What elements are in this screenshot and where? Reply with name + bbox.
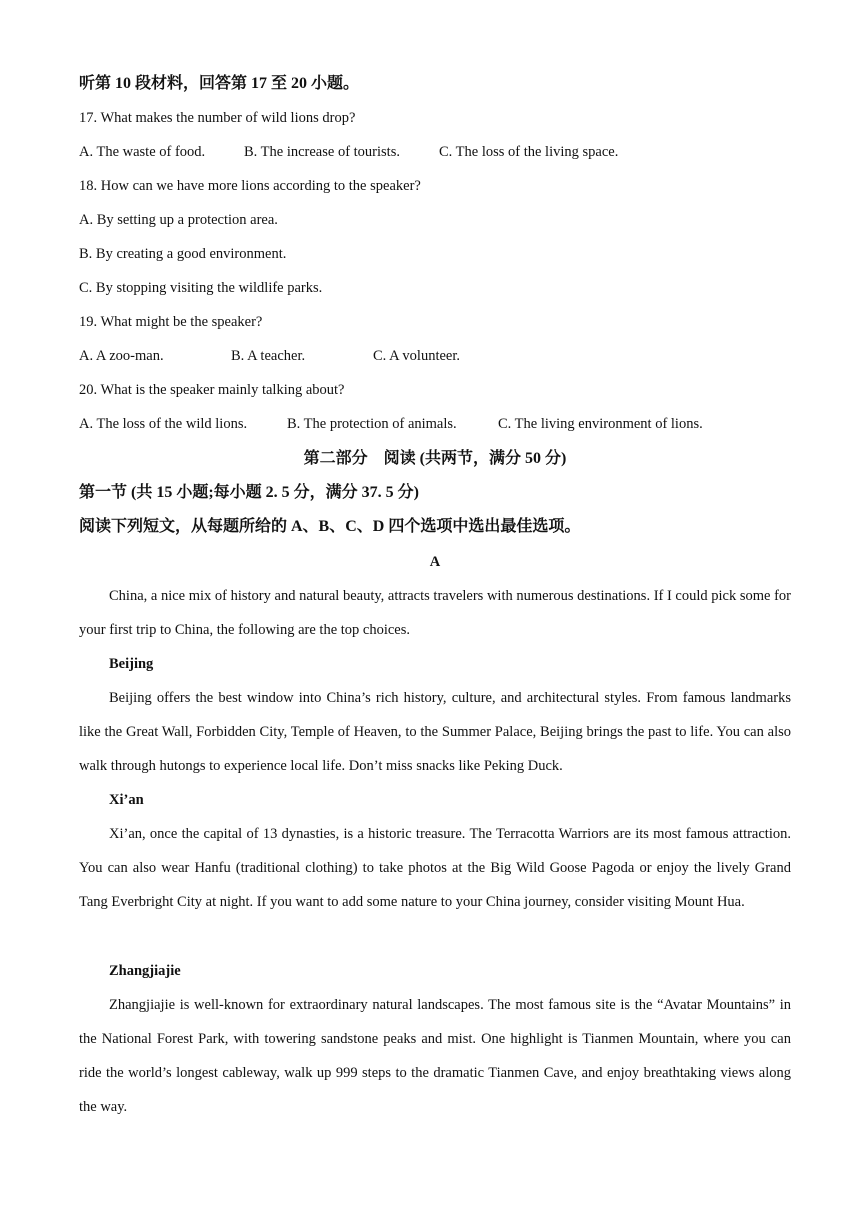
question-17-option-c: C. The loss of the living space.: [439, 144, 619, 160]
question-19-option-c: C. A volunteer.: [373, 348, 460, 364]
reading-part-title: 第二部分 阅读 (共两节，满分 50 分): [303, 450, 567, 467]
place-paragraph-beijing: [79, 681, 791, 783]
question-20-stem: 20. What is the speaker mainly talking about?: [79, 382, 345, 398]
question-18-stem: 18. How can we have more lions according to the speaker?: [79, 178, 421, 194]
place-text-beijing: Beijing offers the best window into China’s rich history, culture, and architectural styles. From famous landmarks like the Great Wall, Forbidden City, Temple of Heaven, to the Summer Palace, Beijing brings the past to life. You can also walk through hutongs to experience local life. Don’t miss snacks like Peking Duck.: [79, 690, 791, 774]
question-19-option-b: B. A teacher.: [231, 348, 306, 364]
question-20-option-a: A. The loss of the wild lions.: [79, 416, 248, 432]
question-17-option-a: A. The waste of food.: [79, 144, 206, 160]
passage-intro: [79, 579, 791, 647]
passage-intro-text: China, a nice mix of history and natural beauty, attracts travelers with numerous destinations. If I could pick some for your first trip to China, the following are the top choices.: [79, 588, 791, 638]
passage-label: A: [429, 554, 441, 570]
question-17-stem: 17. What makes the number of wild lions drop?: [79, 110, 356, 126]
question-17-option-b: B. The increase of tourists.: [244, 144, 400, 160]
place-paragraph-xian: [79, 817, 791, 919]
question-19-option-a: A. A zoo-man.: [79, 348, 164, 364]
reading-instruction: 阅读下列短文，从每题所给的 A、B、C、D 四个选项中选出最佳选项。: [79, 518, 581, 535]
question-18-option-a: A. By setting up a protection area.: [79, 212, 278, 228]
question-18-option-b: B. By creating a good environment.: [79, 246, 287, 262]
place-heading-beijing: Beijing: [109, 656, 154, 672]
question-19-stem: 19. What might be the speaker?: [79, 314, 263, 330]
question-18-option-c: C. By stopping visiting the wildlife parks.: [79, 280, 323, 296]
place-paragraph-zhangjiajie: [79, 988, 791, 1124]
place-heading-zhangjiajie: Zhangjiajie: [109, 963, 181, 979]
place-text-zhangjiajie: Zhangjiajie is well-known for extraordinary natural landscapes. The most famous site is the “Avatar Mountains” in the National Forest Park, with towering sandstone peaks and mist. One highlight is Tianmen Mountain, where you can ride the world’s longest cableway, walk up 999 steps to the dramatic Tianmen Cave, and enjoy breathtaking views along the way.: [79, 997, 791, 1115]
question-20-option-c: C. The living environment of lions.: [498, 416, 703, 432]
listening-instruction: 听第 10 段材料，回答第 17 至 20 小题。: [79, 75, 360, 92]
question-20-option-b: B. The protection of animals.: [287, 416, 457, 432]
place-heading-xian: Xi’an: [109, 792, 144, 808]
place-text-xian: Xi’an, once the capital of 13 dynasties, is a historic treasure. The Terracotta Warriors are its most famous attraction. You can also wear Hanfu (traditional clothing) to take photos at the Big Wild Goose Pagoda or enjoy the lively Grand Tang Everbright City at night. If you want to add some nature to your China journey, consider visiting Mount Hua.: [79, 826, 791, 910]
reading-section-title: 第一节 (共 15 小题;每小题 2. 5 分，满分 37. 5 分): [79, 484, 419, 501]
